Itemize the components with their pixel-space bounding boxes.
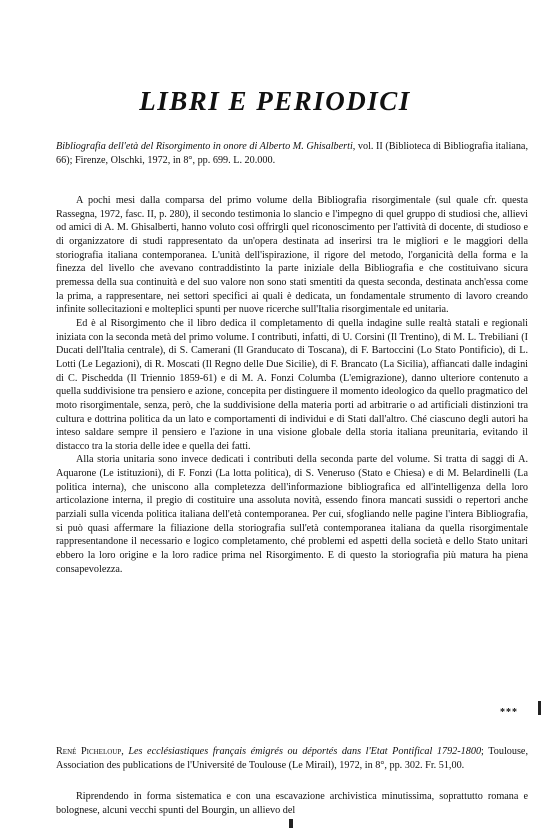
- paragraph-3: Alla storia unitaria sono invece dedicati i contributi della seconda parte del volume. Si tratta di saggi di A. Aquarone (Le istituzioni), di F. Fonzi (La lotta politica), di S. Veneruso (Stato e Chiesa) e di M. Belardinelli (La politica interna), che uniscono alla completezza dell'informazione bibliografica ed all'intelligenza della loro articolazione interna, il pregio di costituire una assoluta novità, essendo finora mancati sussidi o repertori anche parziali sulla vicenda politica italiana dell'età contemporanea. Per cui, sfogliando nelle pagine l'intera Bibliografia, si può quasi affermare la filiazione della storiografia sull'età contemporanea italiana da quella risorgimentale rappresentandone il necessario e logico completamento, ché problemi ed aspetti della società e dello Stato unitari ebbero la loro origine e la loro radice prima nel Risorgimento. E di questo la storiografia più matura ha piena consapevolezza.: [56, 454, 528, 575]
- review2-book-details: ; Toulouse, Association des publications de l'Université de Toulouse (Le Mirail), 1972, in 8°, pp. 302. Fr. 51,00.: [56, 746, 528, 771]
- book-details: , vol. II (Biblioteca di Bibliografia italiana, 66); Firenze, Olschki, 1972, in 8°, pp. 699. L. 20.000.: [56, 141, 528, 166]
- paragraph-2: Ed è al Risorgimento che il libro dedica il completamento di quella indagine sulle realtà statali e regionali iniziata con la seconda metà del primo volume. I contributi, infatti, di U. Corsini (Il Trentino), di M. L. Trebiliani (I Ducati dell'Italia centrale), di S. Camerani (Il Granducato di Toscana), di F. Bartoccini (Lo Stato Pontificio), di L. Lotti (Le Legazioni), di R. Moscati (Il Regno delle Due Sicilie), di F. Brancato (La Sicilia), affiancati dalle indagini di C. Pischedda (Il Triennio 1859-61) e di M. A. Fonzi Columba (L'emigrazione), danno ulteriore contenuto a quella suddivisione tra pensiero e azione, concepita per distinguere il momento ideologico da quello pragmatico del moto risorgimentale, senza, però, che la suddivisione della materia porti ad arbitrarie o ad artificiali distinzioni tra cultura e dottrina politica da un lato e comportamenti di individui e di Stati dall'altro. Ché ciascuno degli autori ha inteso saldare sempre il pensiero e l'azione in una visione globale della storia italiana preunitaria, evitando il distacco tra la storia delle idee e quella dei fatti.: [56, 317, 528, 452]
- paragraph-1: A pochi mesi dalla comparsa del primo volume della Bibliografia risorgimentale (sul quale cfr. questa Rassegna, 1972, fasc. II, p. 280), il secondo testimonia lo slancio e l'impegno di quel gruppo di studiosi che, allievi od amici di A. M. Ghisalberti, hanno voluto così offrirgli quel riconoscimento per l'attività di docente, di studioso e di organizzatore di studi rappresentato da un'opera destinata ad inserirsi tra le migliori e le maggiori della storiografia italiana contemporanea. L'unità dell'ispirazione, il rigore del metodo, l'organicità della forma e la finezza del livello che avevano contraddistinto la parte iniziale della Bibliografia e che costituivano sicura premessa della sua continuità e del suo valore non sono stati smentiti da questa seconda, destinata anch'essa come la prima, a rappresentare, nei settori specifici ai quali è dedicata, un fondamentale strumento di lavoro creando infinite sollecitazioni e molteplici spunti per nuove ricerche sull'Italia risorgimentale ed unitaria.: [56, 195, 528, 316]
- margin-mark: [538, 701, 541, 715]
- review2-book-title: Les ecclésiastiques français émigrés ou déportés dans l'Etat Pontifical 1792-1800: [128, 746, 482, 757]
- footer-mark: [289, 819, 293, 828]
- review-body: [56, 194, 528, 576]
- review-reference: [56, 140, 528, 167]
- review2-body: [56, 790, 528, 817]
- review2-author: René Picheloup: [56, 746, 122, 757]
- review2-paragraph-1: Riprendendo in forma sistematica e con una escavazione archivistica minutissima, soprattutto romana e bolognese, alcuni vecchi spunti del Bourgin, un allievo del: [56, 791, 528, 816]
- section-title: LIBRI E PERIODICI: [139, 86, 411, 116]
- review2-reference: René Picheloup, Les ecclésiastiques français émigrés ou déportés dans l'Etat Pontifical 1792-1800; Toulouse, Association des publications de l'Université de Toulouse (Le Mirail), 1972, in 8°, pp. 302. Fr. 51,00.: [56, 746, 528, 771]
- book-title: Bibliografia dell'età del Risorgimento in onore di Alberto M. Ghisalberti: [56, 141, 353, 152]
- section-separator: ***: [500, 707, 518, 718]
